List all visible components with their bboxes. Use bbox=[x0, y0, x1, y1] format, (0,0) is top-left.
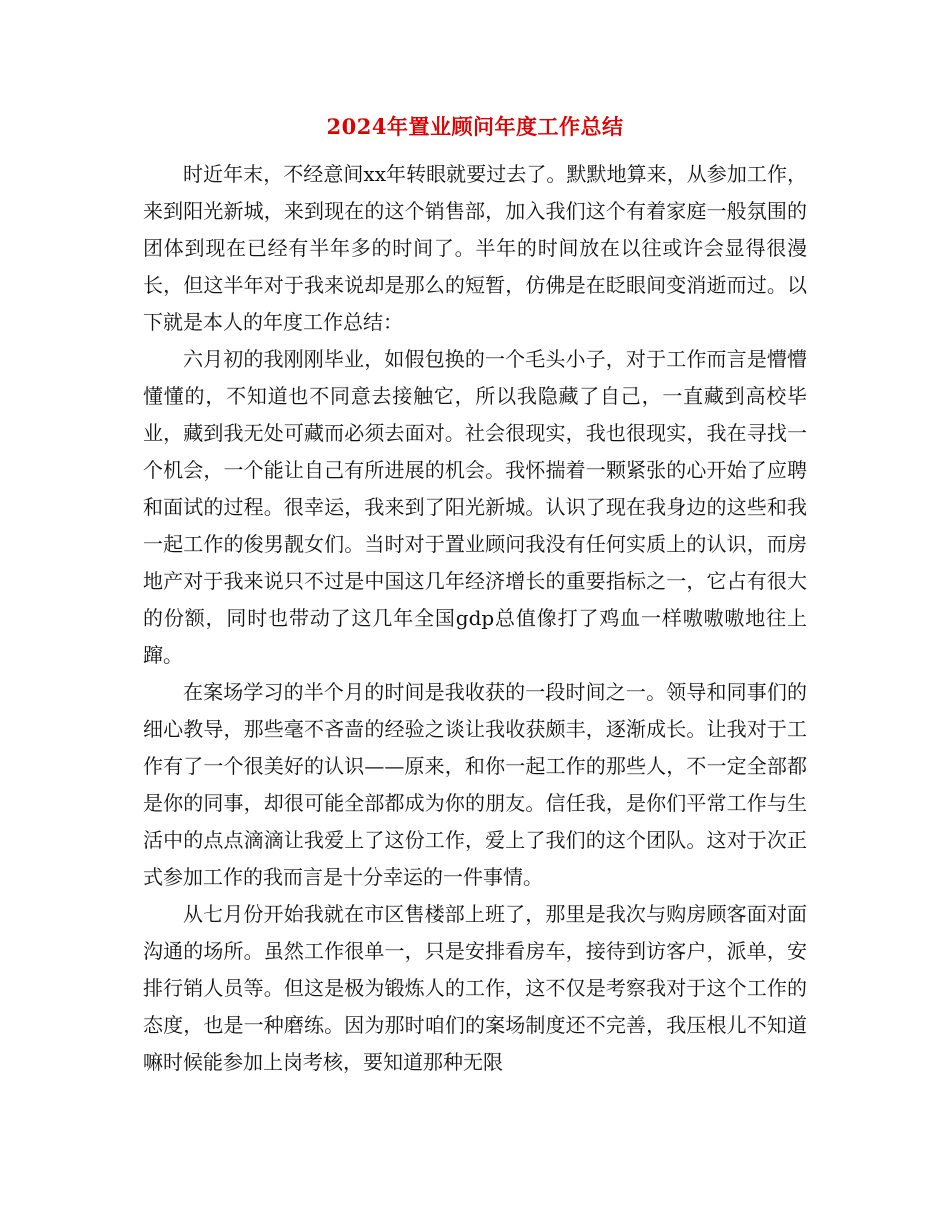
paragraph-1: 时近年末，不经意间xx年转眼就要过去了。默默地算来，从参加工作，来到阳光新城，来到现在的这个销售部，加入我们这个有着家庭一般氛围的团体到现在已经有半年多的时间了。半年的时间放在以往或许会显得很漫长，但这半年对于我来说却是那么的短暂，仿佛是在眨眼间变消逝而过。以下就是本人的年度工作总结： bbox=[143, 162, 807, 334]
document-body bbox=[143, 156, 807, 1081]
paragraph-4: 从七月份开始我就在市区售楼部上班了，那里是我次与购房顾客面对面沟通的场所。虽然工作很单一，只是安排看房车，接待到访客户，派单，安排行销人员等。但这是极为锻炼人的工作，这不仅是考察我对于这个工作的态度，也是一种磨练。因为那时咱们的案场制度还不完善，我压根儿不知道嘛时候能参加上岗考核，要知道那种无限 bbox=[143, 902, 807, 1074]
document-title: 2024年置业顾问年度工作总结 bbox=[326, 114, 624, 139]
paragraph-2: 六月初的我刚刚毕业，如假包换的一个毛头小子，对于工作而言是懵懵懂懂的，不知道也不同意去接触它，所以我隐藏了自己，一直藏到高校毕业，藏到我无处可藏而必须去面对。社会很现实，我也很现实，我在寻找一个机会，一个能让自己有所进展的机会。我怀揣着一颗紧张的心开始了应聘和面试的过程。很幸运，我来到了阳光新城。认识了现在我身边的这些和我一起工作的俊男靓女们。当时对于置业顾问我没有任何实质上的认识，而房地产对于我来说只不过是中国这几年经济增长的重要指标之一，它占有很大的份额，同时也带动了这几年全国gdp总值像打了鸡血一样嗷嗷嗷地往上蹿。 bbox=[143, 347, 807, 667]
paragraph-3: 在案场学习的半个月的时间是我收获的一段时间之一。领导和同事们的细心教导，那些毫不吝啬的经验之谈让我收获颇丰，逐渐成长。让我对于工作有了一个很美好的认识——原来，和你一起工作的那些人，不一定全部都是你的同事，却很可能全部都成为你的朋友。信任我，是你们平常工作与生活中的点点滴滴让我爱上了这份工作，爱上了我们的这个团队。这对于次正式参加工作的我而言是十分幸运的一件事情。 bbox=[143, 680, 807, 889]
